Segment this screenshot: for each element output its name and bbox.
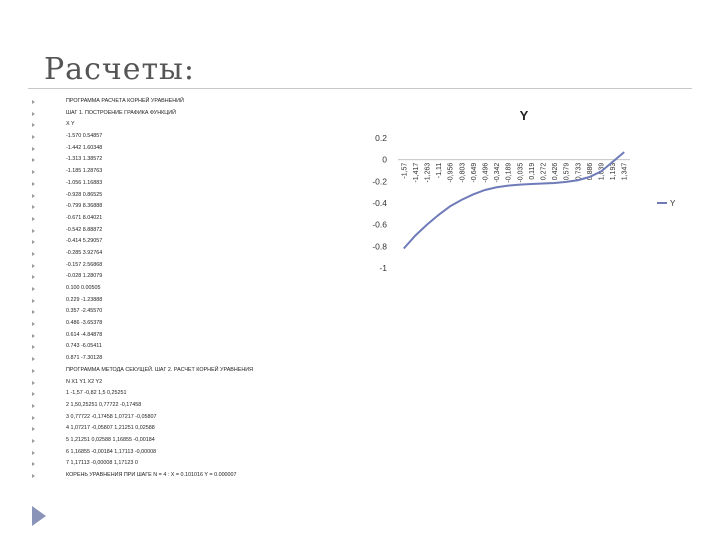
calculation-line (32, 213, 362, 225)
bullet-arrow-icon (32, 427, 35, 431)
calculation-line (32, 400, 362, 412)
x-tick-label: 0,733 (575, 162, 583, 181)
bullet-arrow-icon (32, 322, 35, 326)
calculation-line-text: -0.671 8.04021 (66, 214, 103, 221)
slide-title: Расчеты: (44, 52, 196, 87)
x-tick-label: -1,417 (412, 162, 420, 183)
x-tick-label: -0,189 (505, 162, 513, 183)
calculation-line-text: 0.614 -4.84878 (66, 331, 103, 338)
y-tick-label: -0.2 (372, 176, 387, 187)
bullet-arrow-icon (32, 264, 35, 268)
x-tick-label: 1,193 (610, 162, 618, 181)
bullet-arrow-icon (32, 381, 35, 385)
bullet-arrow-icon (32, 252, 35, 256)
bullet-arrow-icon (32, 112, 35, 116)
x-tick-label: 0,119 (528, 162, 536, 180)
calculation-line (32, 306, 362, 318)
y-line-chart (365, 103, 705, 303)
calculation-line-text: -0.414 5.29057 (66, 238, 103, 245)
y-tick-label: 0 (382, 154, 387, 165)
bullet-arrow-icon (32, 462, 35, 466)
chart-title: Y (519, 108, 529, 123)
calculation-line-text: -1.313 1.38572 (66, 156, 103, 163)
calculation-line-text: -0.157 2.56868 (66, 261, 103, 268)
calculation-line (32, 353, 362, 365)
x-tick-label: 0,886 (586, 162, 594, 181)
x-tick-label: 1,039 (598, 162, 606, 181)
calculation-line-text: -1.442 1.60348 (66, 144, 103, 151)
calculation-line (32, 318, 362, 330)
bullet-arrow-icon (32, 147, 35, 151)
x-tick-label: -0,342 (494, 162, 502, 183)
calculation-line (32, 283, 362, 295)
calculation-line-text: -0.028 1.28079 (66, 273, 103, 280)
calculation-line-text: -0.285 3.92764 (66, 249, 103, 256)
calculation-line-text: 0.871 -7.30128 (66, 355, 103, 362)
calculation-line (32, 412, 362, 424)
bullet-arrow-icon (32, 194, 35, 198)
calculation-line-text: 3 0,77722 -0,17458 1,07217 -0,05807 (66, 413, 157, 420)
bullet-arrow-icon (32, 357, 35, 361)
x-tick-label: -1,57 (401, 162, 409, 179)
calculation-line-text: -1.570 0.54857 (66, 133, 103, 140)
calculation-line-text: 5 1,21251 0,02588 1,16855 -0,00184 (66, 436, 155, 443)
calculation-line-text: 0.486 -3.65378 (66, 320, 103, 327)
x-tick-label: -0,803 (459, 162, 467, 183)
calculation-line (32, 330, 362, 342)
calculation-line (32, 365, 362, 377)
calculation-line (32, 271, 362, 283)
y-tick-label: -0.4 (372, 198, 387, 208)
bullet-arrow-icon (32, 229, 35, 233)
calculation-line (32, 458, 362, 470)
y-tick-label: -0.6 (372, 219, 387, 230)
y-tick-label: -1 (379, 263, 387, 273)
bullet-arrow-icon (32, 182, 35, 186)
bullet-arrow-icon (32, 287, 35, 291)
calculation-line (32, 119, 362, 131)
bullet-arrow-icon (32, 170, 35, 174)
calculation-line-text: -1.056 1.16883 (66, 179, 103, 186)
bullet-arrow-icon (32, 392, 35, 396)
bullet-arrow-icon (32, 404, 35, 408)
bullet-arrow-icon (32, 451, 35, 455)
calculation-line-text: -0.542 8.88872 (66, 226, 103, 233)
calculation-line (32, 295, 362, 307)
x-tick-label: -0,035 (517, 162, 525, 183)
y-tick-label: 0.2 (375, 133, 387, 143)
bullet-arrow-icon (32, 416, 35, 420)
calculation-line (32, 470, 362, 482)
legend-label: Y (670, 199, 676, 208)
calculation-line-text: X Y (66, 121, 75, 128)
y-tick-label: -0.8 (372, 241, 387, 252)
calculation-line-text: N X1 Y1 X2 Y2 (66, 378, 103, 385)
calculation-line (32, 260, 362, 272)
bullet-arrow-icon (32, 334, 35, 338)
calculation-line-text: 0.743 -6.05411 (66, 343, 102, 350)
calculation-line (32, 178, 362, 190)
calculation-line-text: -1.185 1.28763 (66, 168, 103, 175)
calculation-line (32, 225, 362, 237)
x-tick-label: -1,11 (436, 162, 444, 179)
calculation-line (32, 131, 362, 143)
calculation-line (32, 447, 362, 459)
title-divider (28, 88, 692, 89)
calculation-line (32, 201, 362, 213)
slide-corner-decoration (32, 506, 46, 526)
bullet-arrow-icon (32, 100, 35, 104)
calculation-line (32, 190, 362, 202)
calculation-line-text: 2 1,50,25251 0,77722 -0,17458 (66, 401, 142, 408)
calculation-line-text: 0.100 0.00505 (66, 285, 101, 291)
calculation-line (32, 388, 362, 400)
calculation-line-text: 4 1,07217 -0,05807 1,21251 0,02588 (66, 425, 155, 432)
bullet-arrow-icon (32, 439, 35, 443)
x-tick-label: -0,956 (447, 162, 455, 183)
bullet-arrow-icon (32, 310, 35, 314)
bullet-arrow-icon (32, 345, 35, 349)
x-tick-label: 0,579 (563, 162, 571, 181)
calculation-line (32, 248, 362, 260)
calculation-line (32, 423, 362, 435)
calculation-line-text: 1 -1,57 -0,82 1,5 0,25251 (66, 390, 127, 397)
calculation-line (32, 108, 362, 120)
calculation-line (32, 166, 362, 178)
calculation-line (32, 377, 362, 389)
x-tick-label: 0,426 (552, 162, 560, 181)
calculation-line-text: 0.357 -2.45570 (66, 308, 103, 315)
bullet-arrow-icon (32, 123, 35, 127)
calculation-line-text: -0.799 8.36888 (66, 203, 103, 210)
x-tick-label: -0,649 (470, 162, 478, 183)
calculation-line (32, 341, 362, 353)
x-tick-label: -0,496 (482, 162, 490, 183)
calculation-line-text: 6 1,16855 -0,00184 1,17113 -0,00008 (66, 448, 157, 455)
calculation-line-text: -0.928 0.86525 (66, 191, 103, 198)
calculation-line (32, 154, 362, 166)
bullet-arrow-icon (32, 135, 35, 139)
bullet-arrow-icon (32, 240, 35, 244)
calculation-line (32, 96, 362, 108)
x-tick-label: -1,263 (424, 162, 432, 183)
calculation-line-text: ШАГ 1. ПОСТРОЕНИЕ ГРАФИКА ФУНКЦИЙ (66, 109, 176, 116)
calculation-line (32, 143, 362, 155)
calculation-line (32, 435, 362, 447)
calculation-list (32, 96, 362, 482)
calculation-line-text: 7 1,17113 -0,00008 1,17123 0 (66, 460, 138, 467)
calculation-line-text: ПРОГРАММА МЕТОДА СЕКУЩЕЙ. ШАГ 2. РАСЧЕТ КОРНЕЙ УРАВНЕНИЯ (66, 366, 254, 373)
calculation-line-text: 0.229 -1.23888 (66, 296, 103, 303)
bullet-arrow-icon (32, 217, 35, 221)
x-tick-label: 1,347 (621, 162, 629, 181)
bullet-arrow-icon (32, 299, 35, 303)
bullet-arrow-icon (32, 275, 35, 279)
calculation-line-text: КОРЕНЬ УРАВНЕНИЯ ПРИ ШАГЕ N = 4 : X = 0.101016 Y = 0.000007 (66, 472, 237, 478)
x-tick-label: 0,272 (540, 162, 548, 181)
calculation-line (32, 236, 362, 248)
bullet-arrow-icon (32, 369, 35, 373)
calculation-line-text: ПРОГРАММА РАСЧЕТА КОРНЕЙ УРАВНЕНИЙ (66, 98, 184, 104)
bullet-arrow-icon (32, 205, 35, 209)
bullet-arrow-icon (32, 474, 35, 478)
bullet-arrow-icon (32, 158, 35, 162)
